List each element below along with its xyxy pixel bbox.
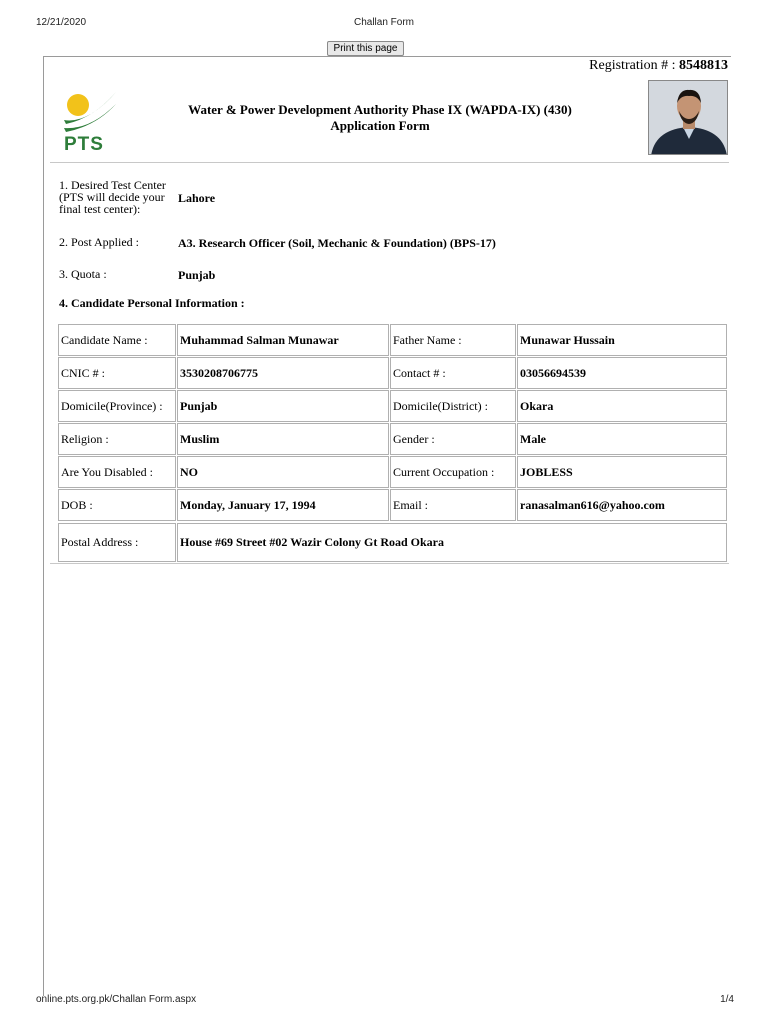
personal-info-heading: 4. Candidate Personal Information : [59, 296, 245, 310]
info-label: Candidate Name : [58, 324, 176, 356]
info-label: CNIC # : [58, 357, 176, 389]
info-value: Okara [517, 390, 727, 422]
registration-label: Registration # : [589, 58, 676, 73]
info-value: NO [177, 456, 389, 488]
info-label: DOB : [58, 489, 176, 521]
info-label: Domicile(District) : [390, 390, 516, 422]
form-title: Water & Power Development Authority Phase IX (WAPDA-IX) (430) [188, 102, 572, 117]
info-value: Monday, January 17, 1994 [177, 489, 389, 521]
info-value: 03056694539 [517, 357, 727, 389]
info-value: Punjab [177, 390, 389, 422]
quota-value: Punjab [178, 268, 216, 282]
print-page-button[interactable]: Print this page [327, 41, 404, 56]
info-label: Domicile(Province) : [58, 390, 176, 422]
info-label: Current Occupation : [390, 456, 516, 488]
info-label: Religion : [58, 423, 176, 455]
page-frame-top [43, 56, 731, 57]
print-page-title: Challan Form [353, 17, 415, 28]
header-divider [50, 162, 729, 163]
registration [589, 58, 728, 74]
info-label: Gender : [390, 423, 516, 455]
registration-number: 8548813 [679, 58, 728, 73]
test-center-label [59, 179, 166, 215]
postal-address-value: House #69 Street #02 Wazir Colony Gt Road Okara [177, 523, 727, 562]
info-value: Muslim [177, 423, 389, 455]
info-label: Are You Disabled : [58, 456, 176, 488]
table-bottom-divider [50, 563, 729, 564]
info-value: ranasalman616@yahoo.com [517, 489, 727, 521]
pts-logo-text: PTS [64, 134, 104, 155]
postal-address-label: Postal Address : [58, 523, 176, 562]
test-center-label-line: 1. Desired Test Center [59, 178, 166, 192]
test-center-label-line: (PTS will decide your [59, 190, 165, 204]
pts-logo [60, 90, 120, 160]
info-label: Email : [390, 489, 516, 521]
quota-label: 3. Quota : [59, 267, 107, 281]
form-subtitle: Application Form [330, 118, 430, 133]
print-page-number: 1/4 [720, 994, 734, 1005]
print-url: online.pts.org.pk/Challan Form.aspx [36, 994, 197, 1005]
candidate-photo [648, 80, 728, 155]
info-label: Contact # : [390, 357, 516, 389]
test-center-label-line: final test center): [59, 202, 141, 216]
print-date: 12/21/2020 [36, 17, 87, 28]
page-frame-left [43, 56, 44, 996]
test-center-value: Lahore [178, 191, 216, 205]
candidate-photo-icon [649, 81, 728, 155]
post-applied-label: 2. Post Applied : [59, 235, 140, 249]
info-value: 3530208706775 [177, 357, 389, 389]
info-value: Muhammad Salman Munawar [177, 324, 389, 356]
info-label: Father Name : [390, 324, 516, 356]
info-value: Munawar Hussain [517, 324, 727, 356]
info-value: JOBLESS [517, 456, 727, 488]
post-applied-value: A3. Research Officer (Soil, Mechanic & Foundation) (BPS-17) [178, 236, 496, 250]
info-value: Male [517, 423, 727, 455]
